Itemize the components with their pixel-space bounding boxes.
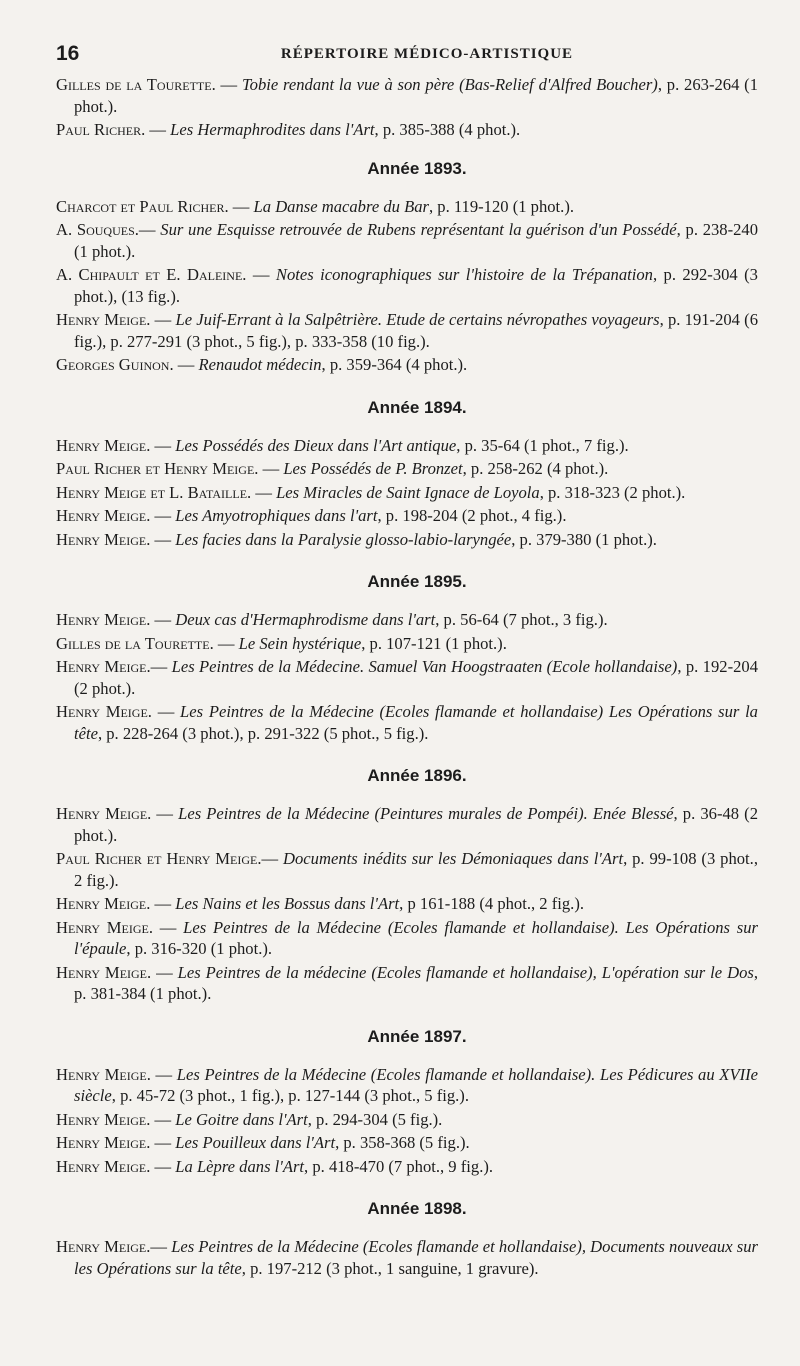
year-heading: Année 1897.	[367, 1026, 467, 1046]
year-heading: Année 1896.	[367, 766, 467, 785]
entry-separator: —	[145, 120, 171, 139]
entry-pages: , p. 263-264 (1 phot.).	[74, 75, 758, 116]
year-heading: Année 1895.	[367, 572, 467, 591]
entry-separator: —	[228, 196, 254, 216]
entry-separator: —	[150, 610, 176, 629]
entry-title: Les Peintres de la Médecine (Ecoles flamande et hollandaise) Les Opérations sur la tête	[74, 702, 758, 743]
entry-separator: —	[153, 917, 184, 937]
entry-separator: —	[173, 355, 199, 374]
entry-author: Henry Meige.	[56, 310, 151, 329]
entry-pages: , p. 45-72 (3 phot., 1 fig.), p. 127-144 (3 phot., 5 fig.).	[111, 1086, 469, 1105]
entry-pages: , p. 197-212 (3 phot., 1 sanguine, 1 gravure).	[241, 1258, 539, 1278]
entry-author: Henry Meige.	[56, 917, 153, 937]
bibliography-entry	[56, 962, 758, 1005]
entry-pages: , p. 316-320 (1 phot.).	[126, 939, 273, 958]
entry-title: Les Pouilleux dans l'Art	[175, 1133, 336, 1152]
entry-pages: , p. 359-364 (4 phot.).	[321, 355, 468, 374]
bibliography-entry	[56, 458, 758, 480]
bibliography-entry	[56, 609, 758, 631]
entry-title: La Danse macabre du Bar	[253, 196, 429, 216]
entry-pages: , p. 294-304 (5 fig.).	[307, 1109, 443, 1129]
entry-title: Le Goitre dans l'Art	[175, 1109, 308, 1129]
year-heading: Année 1894.	[367, 397, 467, 417]
entry-separator: —	[150, 1064, 177, 1084]
entry-pages: , p. 358-368 (5 fig.).	[335, 1133, 470, 1152]
entry-author: Henry Meige.	[56, 1064, 151, 1084]
entry-title: Les Peintres de la médecine (Ecoles flamande et hollandaise), L'opération sur le Dos	[177, 962, 754, 982]
entry-separator: —	[150, 529, 176, 549]
entry-title: Le Juif-Errant à la Salpêtrière. Etude de certains névropathes voyageurs	[175, 310, 660, 329]
bibliography-entry	[56, 893, 758, 915]
entry-pages: , p. 385-388 (4 phot.).	[374, 120, 521, 139]
entry-pages: , p 161-188 (4 phot., 2 fig.).	[399, 894, 584, 913]
year-section	[56, 1199, 758, 1279]
running-header	[56, 40, 758, 74]
entry-author: Henry Meige.	[56, 529, 151, 549]
bibliography-entry	[56, 482, 758, 504]
bibliography-entry	[56, 529, 758, 551]
bibliography-entry	[56, 1064, 758, 1107]
entry-author: Henry Meige.	[56, 962, 152, 982]
entry-title: Les Nains et les Bossus dans l'Art	[175, 894, 400, 913]
bibliography-entry	[56, 264, 758, 307]
entry-separator: —	[150, 1109, 176, 1129]
entry-author: Henry Meige.	[56, 657, 151, 676]
entry-title: Notes iconographiques sur l'histoire de la Trépanation	[275, 265, 653, 284]
bibliography-entry	[56, 435, 758, 457]
bibliography-entry	[56, 633, 758, 655]
entry-separator: —	[215, 75, 242, 94]
year-section	[56, 1027, 758, 1178]
entry-separator: —	[150, 894, 176, 913]
entry-separator: —	[261, 849, 284, 868]
entry-title: Les Peintres de la Médecine (Peintures murales de Pompéi). Enée Blessé	[178, 804, 674, 823]
entry-title: Les Peintres de la Médecine. Samuel Van Hoogstraaten (Ecole hollandaise)	[171, 657, 678, 676]
bibliography-entry	[56, 917, 758, 960]
entry-title: La Lèpre dans l'Art	[175, 1156, 305, 1176]
entry-pages: , p. 379-380 (1 phot.).	[511, 529, 657, 549]
entry-pages: , p. 228-264 (3 phot.), p. 291-322 (5 phot., 5 fig.).	[97, 723, 429, 743]
bibliography-entry	[56, 196, 758, 218]
entry-separator: —	[150, 657, 172, 676]
bibliography-entry	[56, 848, 758, 891]
year-section	[56, 159, 758, 376]
entry-author: Henry Meige.	[56, 610, 151, 629]
entry-separator: —	[150, 1237, 172, 1256]
entry-pages: , p. 381-384 (1 phot.).	[74, 962, 759, 1003]
entry-separator: —	[150, 1133, 176, 1152]
entry-author: Paul Richer et Henry Meige.	[56, 459, 259, 478]
entry-title: Les Amyotrophiques dans l'art	[175, 506, 378, 525]
bibliography-entry	[56, 656, 758, 699]
year-section	[56, 572, 758, 744]
entry-author: Paul Richer et Henry Meige.	[56, 849, 262, 868]
entry-author: Charcot et Paul Richer.	[56, 196, 229, 216]
entry-author: Henry Meige.	[56, 894, 151, 913]
entry-title: Tobie rendant la vue à son père (Bas-Relief d'Alfred Boucher)	[241, 75, 658, 94]
bibliography-entry	[56, 505, 758, 527]
entry-author: Henry Meige.	[56, 1109, 151, 1129]
bibliography-entry	[56, 1109, 758, 1131]
entry-title: Les Peintres de la Médecine (Ecoles flamande et hollandaise). Les Pédicures au XVIIe siècle	[74, 1064, 758, 1105]
entry-author: A. Souques.	[56, 220, 139, 239]
entry-separator: —	[150, 310, 176, 329]
entry-pages: , p. 36-48 (2 phot.).	[74, 804, 758, 845]
entry-pages: , p. 318-323 (2 phot.).	[539, 482, 686, 502]
year-section	[56, 766, 758, 1005]
entry-separator: —	[151, 962, 178, 982]
entry-author: Henry Meige.	[56, 506, 151, 525]
entry-separator: —	[138, 220, 161, 239]
entry-separator: —	[251, 482, 277, 502]
entry-pages: , p. 198-204 (2 phot., 4 fig.).	[377, 506, 567, 525]
bibliography-entry	[56, 119, 758, 141]
entry-author: Gilles de la Tourette.	[56, 633, 214, 653]
entry-pages: , p. 191-204 (6 fig.), p. 277-291 (3 phot., 5 fig.), p. 333-358 (10 fig.).	[74, 310, 759, 351]
bibliography-entry	[56, 1132, 758, 1154]
entry-author: Paul Richer.	[56, 120, 146, 139]
entry-pages: , p. 35-64 (1 phot., 7 fig.).	[456, 435, 629, 455]
entry-separator: —	[151, 702, 181, 721]
entry-title: Les Peintres de la Médecine (Ecoles flamande et hollandaise). Les Opérations sur l'épaule	[74, 917, 759, 958]
entry-author: Henry Meige.	[56, 1133, 151, 1152]
year-section	[56, 398, 758, 551]
entry-author: Henry Meige.	[56, 1237, 151, 1256]
entry-title: Documents inédits sur les Démoniaques dans l'Art	[283, 849, 624, 868]
entry-separator: —	[150, 435, 176, 455]
entry-title: Les facies dans la Paralysie glosso-labio-laryngée	[175, 529, 512, 549]
running-title: RÉPERTOIRE MÉDICO-ARTISTIQUE	[280, 46, 574, 62]
entry-author: Gilles de la Tourette.	[56, 75, 216, 94]
bibliography-entry	[56, 74, 758, 117]
bibliography-entry	[56, 219, 758, 262]
entry-title: Les Possédés de P. Bronzet	[283, 459, 463, 478]
bibliography-entry	[56, 354, 758, 376]
entry-pages: , p. 292-304 (3 phot.), (13 fig.).	[74, 265, 758, 306]
entry-pages: , p. 107-121 (1 phot.).	[361, 633, 507, 653]
intro-entries	[56, 74, 758, 141]
year-heading: Année 1898.	[367, 1199, 467, 1218]
entry-pages: , p. 56-64 (7 phot., 3 fig.).	[435, 610, 608, 629]
entry-pages: , p. 119-120 (1 phot.).	[428, 196, 574, 216]
bibliography-entry	[56, 803, 758, 846]
bibliography-entry	[56, 1156, 758, 1178]
entry-separator: —	[151, 804, 179, 823]
entry-pages: , p. 238-240 (1 phot.).	[74, 220, 759, 261]
entry-author: Henry Meige.	[56, 1156, 151, 1176]
entry-author: A. Chipault et E. Daleine.	[56, 265, 247, 284]
entry-author: Georges Guinon.	[56, 355, 174, 374]
entry-author: Henry Meige.	[56, 435, 151, 455]
entry-pages: , p. 418-470 (7 phot., 9 fig.).	[304, 1156, 494, 1176]
year-heading: Année 1893.	[367, 158, 467, 178]
entry-author: Henry Meige.	[56, 804, 152, 823]
entry-separator: —	[150, 1156, 176, 1176]
entry-title: Deux cas d'Hermaphrodisme dans l'art	[175, 610, 436, 629]
entry-title: Sur une Esquisse retrouvée de Rubens représentant la guérison d'un Possédé	[160, 220, 677, 239]
entry-separator: —	[150, 506, 176, 525]
entry-title: Les Peintres de la Médecine (Ecoles flamande et hollandaise), Documents nouveaux sur les Opérations sur la tête	[74, 1237, 758, 1278]
entry-pages: , p. 192-204 (2 phot.).	[74, 657, 758, 698]
entry-title: Le Sein hystérique	[238, 633, 362, 653]
entry-title: Les Hermaphrodites dans l'Art	[170, 120, 375, 139]
year-sections	[56, 159, 758, 1280]
entry-title: Renaudot médecin	[198, 355, 322, 374]
entry-title: Les Possédés des Dieux dans l'Art antique	[175, 435, 457, 455]
entry-separator: —	[213, 633, 239, 653]
bibliography-entry	[56, 701, 758, 744]
entry-pages: , p. 99-108 (3 phot., 2 fig.).	[74, 849, 758, 890]
bibliography-entry	[56, 309, 758, 352]
entry-title: Les Miracles de Saint Ignace de Loyola	[276, 482, 540, 502]
entry-pages: , p. 258-262 (4 phot.).	[462, 459, 609, 478]
bibliography-entry	[56, 1236, 758, 1279]
entry-author: Henry Meige et L. Bataille.	[56, 482, 252, 502]
entry-author: Henry Meige.	[56, 702, 152, 721]
entry-separator: —	[246, 265, 276, 284]
entry-separator: —	[258, 459, 284, 478]
page-number: 16	[56, 42, 80, 65]
